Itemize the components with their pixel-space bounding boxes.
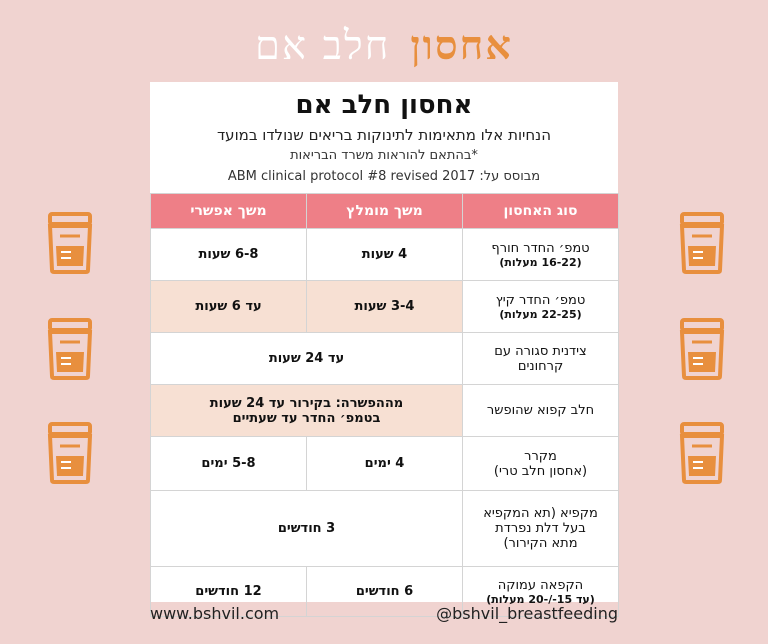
storage-type: מקפיא (תא המקפיא bbox=[483, 506, 598, 521]
recommended-cell: 4 ימים bbox=[307, 437, 463, 491]
storage-type-note: (עד 15-/-20 מעלות) bbox=[486, 592, 595, 606]
storage-type-cell bbox=[463, 491, 619, 567]
storage-type-cell bbox=[463, 281, 619, 333]
storage-type-cell bbox=[463, 437, 619, 491]
storage-type-cell: חלב קפוא שהופשר bbox=[463, 385, 619, 437]
merged-line-1: מההפשרה: בקירור עד 24 שעות bbox=[209, 395, 404, 411]
website-link[interactable]: www.bshvil.com bbox=[150, 604, 280, 623]
table-row bbox=[151, 229, 619, 281]
brand-word-milk: חלב אם bbox=[255, 23, 391, 69]
page-subtitle: הנחיות אלו מתאימות לתינוקות בריאים שנולדו במועד bbox=[216, 126, 551, 144]
possible-cell: 5-8 ימים bbox=[151, 437, 307, 491]
table-row bbox=[151, 491, 619, 567]
ministry-note: *בהתאם להוראות משרד הבריאות bbox=[290, 148, 478, 163]
milk-bag-icon bbox=[44, 422, 96, 484]
storage-type-note-2: מתא הקירור) bbox=[503, 536, 578, 551]
storage-type: טמפ׳ החדר קיץ bbox=[495, 292, 586, 308]
storage-type: טמפ׳ החדר חורף bbox=[491, 240, 590, 256]
milk-bag-icon bbox=[676, 318, 728, 380]
storage-type-note: (אחסון חלב טרי) bbox=[493, 463, 588, 479]
storage-type: מקרר bbox=[524, 448, 557, 464]
recommended-cell: 3-4 שעות bbox=[307, 281, 463, 333]
milk-bag-icon bbox=[676, 212, 728, 274]
social-handle[interactable]: @bshvil_breastfeeding bbox=[436, 604, 618, 623]
table-row bbox=[151, 281, 619, 333]
source-label: מבוסס על: bbox=[479, 169, 541, 184]
storage-type-note: בעל דלת נפרדת bbox=[495, 521, 586, 536]
table-row bbox=[151, 437, 619, 491]
merged-duration-cell: עד 24 שעות bbox=[151, 333, 463, 385]
merged-duration-cell bbox=[151, 385, 463, 437]
milk-bag-icon bbox=[44, 318, 96, 380]
page-title: אחסון חלב אם bbox=[295, 90, 473, 120]
merged-duration-cell: 3 חודשים bbox=[151, 491, 463, 567]
possible-cell: 6-8 שעות bbox=[151, 229, 307, 281]
brand-word-storage: אחסון bbox=[410, 22, 513, 69]
milk-bag-icon bbox=[44, 212, 96, 274]
possible-cell: עד 6 שעות bbox=[151, 281, 307, 333]
storage-type-note: קרחונים bbox=[517, 358, 564, 374]
storage-type-cell bbox=[463, 333, 619, 385]
storage-card bbox=[150, 82, 618, 606]
merged-line-2: בטמפ׳ החדר עד שעתיים bbox=[232, 410, 381, 426]
source-line bbox=[150, 169, 618, 184]
storage-type-note: (16-22 מעלות) bbox=[499, 255, 582, 269]
storage-type-note: (22-25 מעלות) bbox=[499, 307, 582, 321]
brand-logo bbox=[0, 22, 768, 69]
header-storage-type: סוג האחסון bbox=[463, 194, 619, 229]
header-possible: משך אפשרי bbox=[151, 194, 307, 229]
storage-type-cell bbox=[463, 229, 619, 281]
recommended-cell: 4 שעות bbox=[307, 229, 463, 281]
storage-type: הקפאה עמוקה bbox=[497, 577, 584, 593]
recommended-cell: 6 חודשים bbox=[307, 567, 463, 617]
storage-type: צידנית סגורה עם bbox=[494, 343, 587, 359]
table-row bbox=[151, 333, 619, 385]
possible-cell: 12 חודשים bbox=[151, 567, 307, 617]
header-recommended: משך מומלץ bbox=[307, 194, 463, 229]
table-row bbox=[151, 385, 619, 437]
storage-table bbox=[150, 193, 619, 617]
milk-bag-icon bbox=[676, 422, 728, 484]
source-value: ABM clinical protocol #8 revised 2017 bbox=[227, 169, 476, 184]
